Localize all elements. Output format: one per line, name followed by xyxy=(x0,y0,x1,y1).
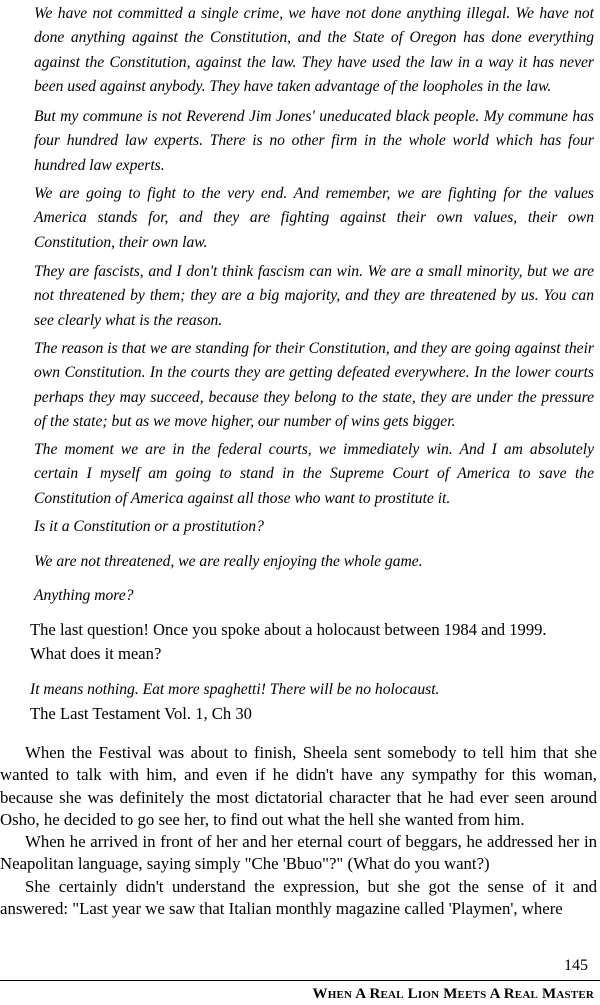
footer-rule xyxy=(0,980,600,981)
running-head: When A Real Lion Meets A Real Master xyxy=(312,986,594,1002)
quote-paragraph-4: They are fascists, and I don't think fascism can win. We are a small minority, but we are not threatened by them; they are a big majority, and they are threatened by us. You can see clearly what is the reason. xyxy=(34,263,594,329)
answer-text: It means nothing. Eat more spaghetti! There will be no holocaust. xyxy=(30,681,440,698)
quote-paragraph-1: We have not committed a single crime, we have not done anything illegal. We have not done anything against the Constitution, and the State of Oregon has done everything against the Constitution, against the law. They have used the law in a way it has never been used against anybody. They have taken advantage of the loopholes in the law. xyxy=(34,5,594,96)
quote-paragraph-3: We are going to fight to the very end. And remember, we are fighting for the values America stands for, and they are fighting against their own values, their own Constitution, their own law. xyxy=(34,185,594,251)
quote-paragraph-5: The reason is that we are standing for their Constitution, and they are going against their own Constitution. In the courts they are getting defeated everywhere. In the lower courts perhaps they may succeed, because they belong to the state, they are under the pressure of the state; but as we move higher, our number of wins gets bigger. xyxy=(34,340,594,431)
body-paragraph-1: When the Festival was about to finish, Sheela sent somebody to tell him that she wanted to talk with him, and even if he didn't have any sympathy for this woman, because she was definitely the most dictatorial character that he had ever seen around Osho, he decided to go see her, to find out what the hell she wanted from him. xyxy=(0,743,597,829)
quote-paragraph-6: The moment we are in the federal courts, we immediately win. And I am absolutely certain I myself am going to stand in the Supreme Court of America to save the Constitution of America against all those who want to prostitute it. xyxy=(34,441,594,507)
page-number: 145 xyxy=(564,957,588,974)
source-citation: The Last Testament Vol. 1, Ch 30 xyxy=(30,704,252,723)
body-paragraph-2: When he arrived in front of her and her eternal court of beggars, he addressed her in Neapolitan language, saying simply "Che 'Bbuo"?" (What do you want?) xyxy=(0,832,597,874)
quote-paragraph-7: Is it a Constitution or a prostitution? xyxy=(34,518,264,535)
body-paragraph-3: She certainly didn't understand the expression, but she got the sense of it and answered: "Last year we saw that Italian monthly magazine called 'Playmen', where xyxy=(0,877,597,919)
quote-paragraph-9: Anything more? xyxy=(34,587,134,604)
question-text: The last question! Once you spoke about a holocaust between 1984 and 1999. What does it mean? xyxy=(30,620,547,663)
quote-paragraph-8: We are not threatened, we are really enjoying the whole game. xyxy=(34,553,423,570)
quote-paragraph-2: But my commune is not Reverend Jim Jones' uneducated black people. My commune has four hundred law experts. There is no other firm in the whole world which has four hundred law experts. xyxy=(34,108,594,174)
